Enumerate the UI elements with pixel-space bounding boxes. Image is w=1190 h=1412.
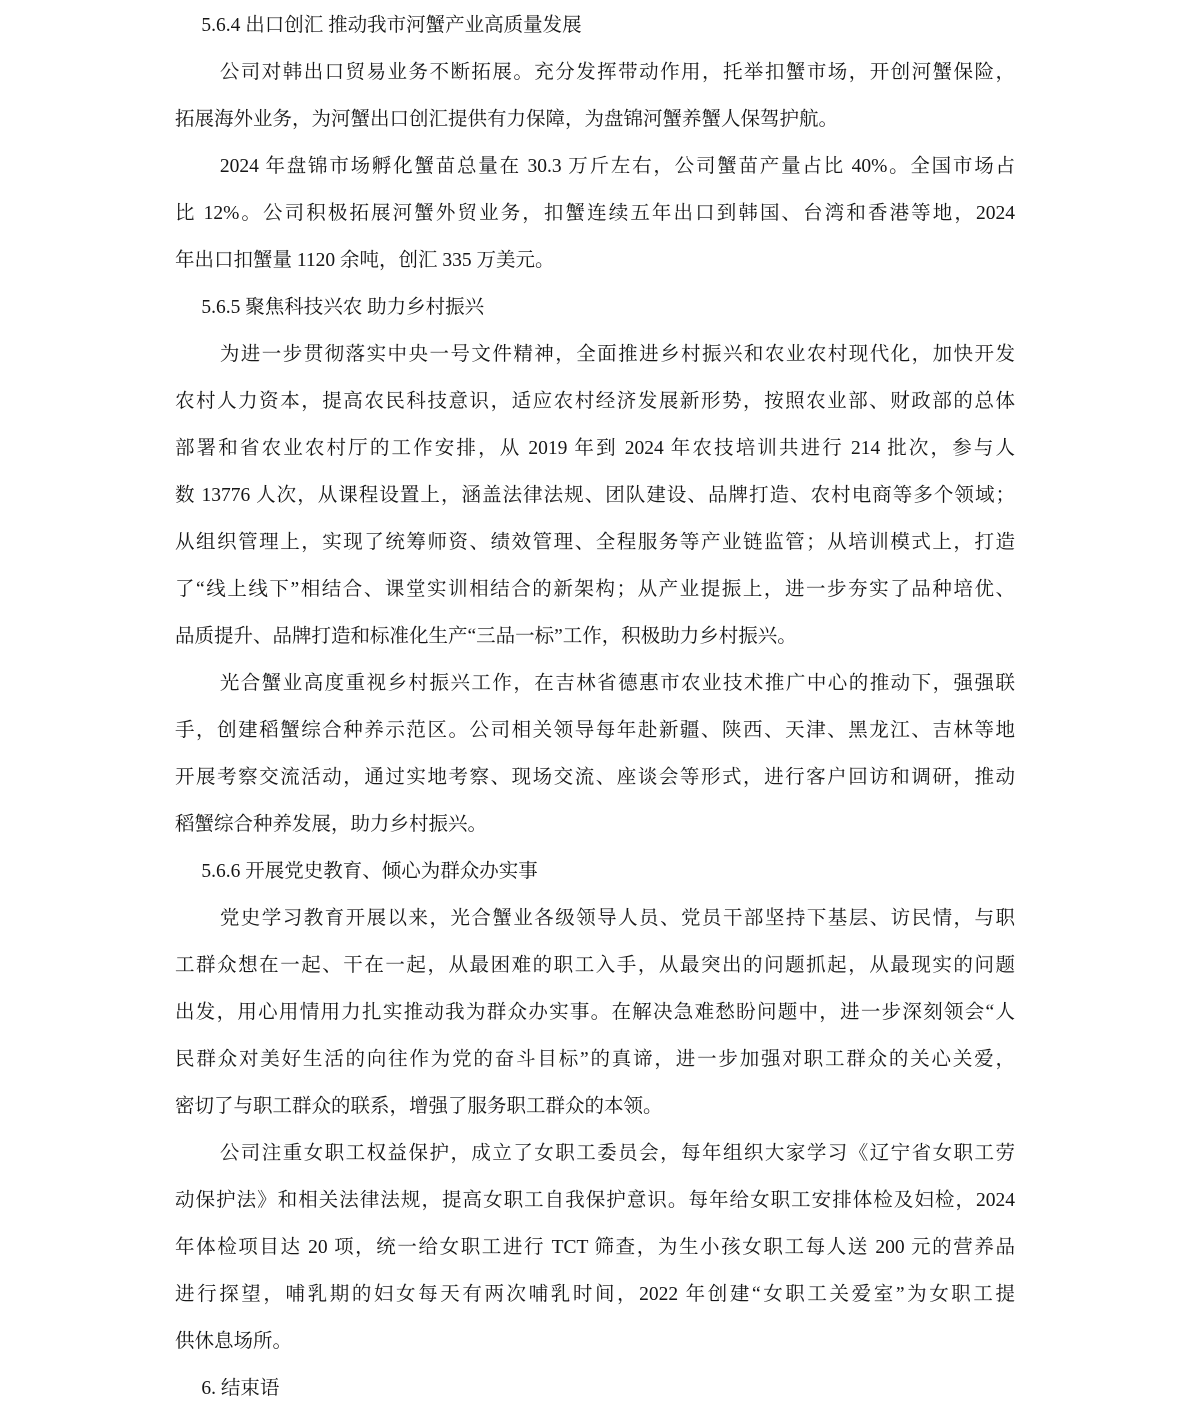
text-line: 公司对韩出口贸易业务不断拓展。充分发挥带动作用，托举扣蟹市场，开创河蟹保险， [219,62,1015,83]
text-line: 动保护法》和相关法律法规，提高女职工自我保护意识。每年给女职工安排体检及妇检，2024 [175,1190,1015,1211]
text-line: 2024 年盘锦市场孵化蟹苗总量在 30.3 万斤左右，公司蟹苗产量占比 40%。全国市场占 [219,156,1015,177]
section-heading: 6. 结束语 [201,1378,280,1399]
text-line: 部署和省农业农村厅的工作安排，从 2019 年到 2024 年农技培训共进行 214 批次，参与人 [175,438,1015,459]
text-line: 年出口扣蟹量 1120 余吨，创汇 335 万美元。 [175,250,555,271]
para-crab-seedling-stats [175,143,1015,284]
section-heading: 5.6.5 聚焦科技兴农 助力乡村振兴 [201,297,485,318]
text-line: 民群众对美好生活的向往作为党的奋斗目标”的真谛，进一步加强对职工群众的关心关爱， [175,1049,1015,1070]
heading-5-6-6 [175,848,1015,895]
para-export-trade [175,49,1015,143]
para-party-history [175,895,1015,1130]
text-line: 农村人力资本，提高农民科技意识，适应农村经济发展新形势，按照农业部、财政部的总体 [175,391,1015,412]
text-line: 品质提升、品牌打造和标准化生产“三品一标”工作，积极助力乡村振兴。 [175,626,797,647]
text-line: 从组织管理上，实现了统筹师资、绩效管理、全程服务等产业链监管；从培训模式上，打造 [175,532,1015,553]
text-line: 比 12%。公司积极拓展河蟹外贸业务，扣蟹连续五年出口到韩国、台湾和香港等地，2024 [175,203,1015,224]
heading-5-6-4 [175,2,1015,49]
text-line: 手，创建稻蟹综合种养示范区。公司相关领导每年赴新疆、陕西、天津、黑龙江、吉林等地 [175,720,1015,741]
text-line: 稻蟹综合种养发展，助力乡村振兴。 [175,814,488,835]
text-line: 进行探望，哺乳期的妇女每天有两次哺乳时间，2022 年创建“女职工关爱室”为女职工提 [175,1284,1015,1305]
text-line: 了“线上线下”相结合、课堂实训相结合的新架构；从产业提振上，进一步夯实了品种培优、 [175,579,1015,600]
text-line: 工群众想在一起、干在一起，从最困难的职工入手，从最突出的问题抓起，从最现实的问题 [175,955,1015,976]
section-heading: 5.6.4 出口创汇 推动我市河蟹产业高质量发展 [201,15,582,36]
text-line: 拓展海外业务，为河蟹出口创汇提供有力保障，为盘锦河蟹养蟹人保驾护航。 [175,109,839,130]
heading-6-conclusion [175,1365,1015,1412]
text-line: 公司注重女职工权益保护，成立了女职工委员会，每年组织大家学习《辽宁省女职工劳 [219,1143,1015,1164]
para-women-workers [175,1130,1015,1365]
text-line: 开展考察交流活动，通过实地考察、现场交流、座谈会等形式，进行客户回访和调研，推动 [175,767,1015,788]
section-heading: 5.6.6 开展党史教育、倾心为群众办实事 [201,861,538,882]
text-line: 供休息场所。 [175,1331,293,1352]
para-rural-training [175,331,1015,660]
text-line: 密切了与职工群众的联系，增强了服务职工群众的本领。 [175,1096,663,1117]
heading-5-6-5 [175,284,1015,331]
text-line: 党史学习教育开展以来，光合蟹业各级领导人员、党员干部坚持下基层、访民情，与职 [219,908,1015,929]
text-line: 数 13776 人次，从课程设置上，涵盖法律法规、团队建设、品牌打造、农村电商等多个领域； [175,485,1015,506]
document-page [175,2,1015,1412]
text-line: 为进一步贯彻落实中央一号文件精神，全面推进乡村振兴和农业农村现代化，加快开发 [219,344,1015,365]
text-line: 光合蟹业高度重视乡村振兴工作，在吉林省德惠市农业技术推广中心的推动下，强强联 [219,673,1015,694]
text-line: 年体检项目达 20 项，统一给女职工进行 TCT 筛查，为生小孩女职工每人送 200 元的营养品 [175,1237,1015,1258]
para-rice-crab-demo [175,660,1015,848]
text-line: 出发，用心用情用力扎实推动我为群众办实事。在解决急难愁盼问题中，进一步深刻领会“人 [175,1002,1015,1023]
